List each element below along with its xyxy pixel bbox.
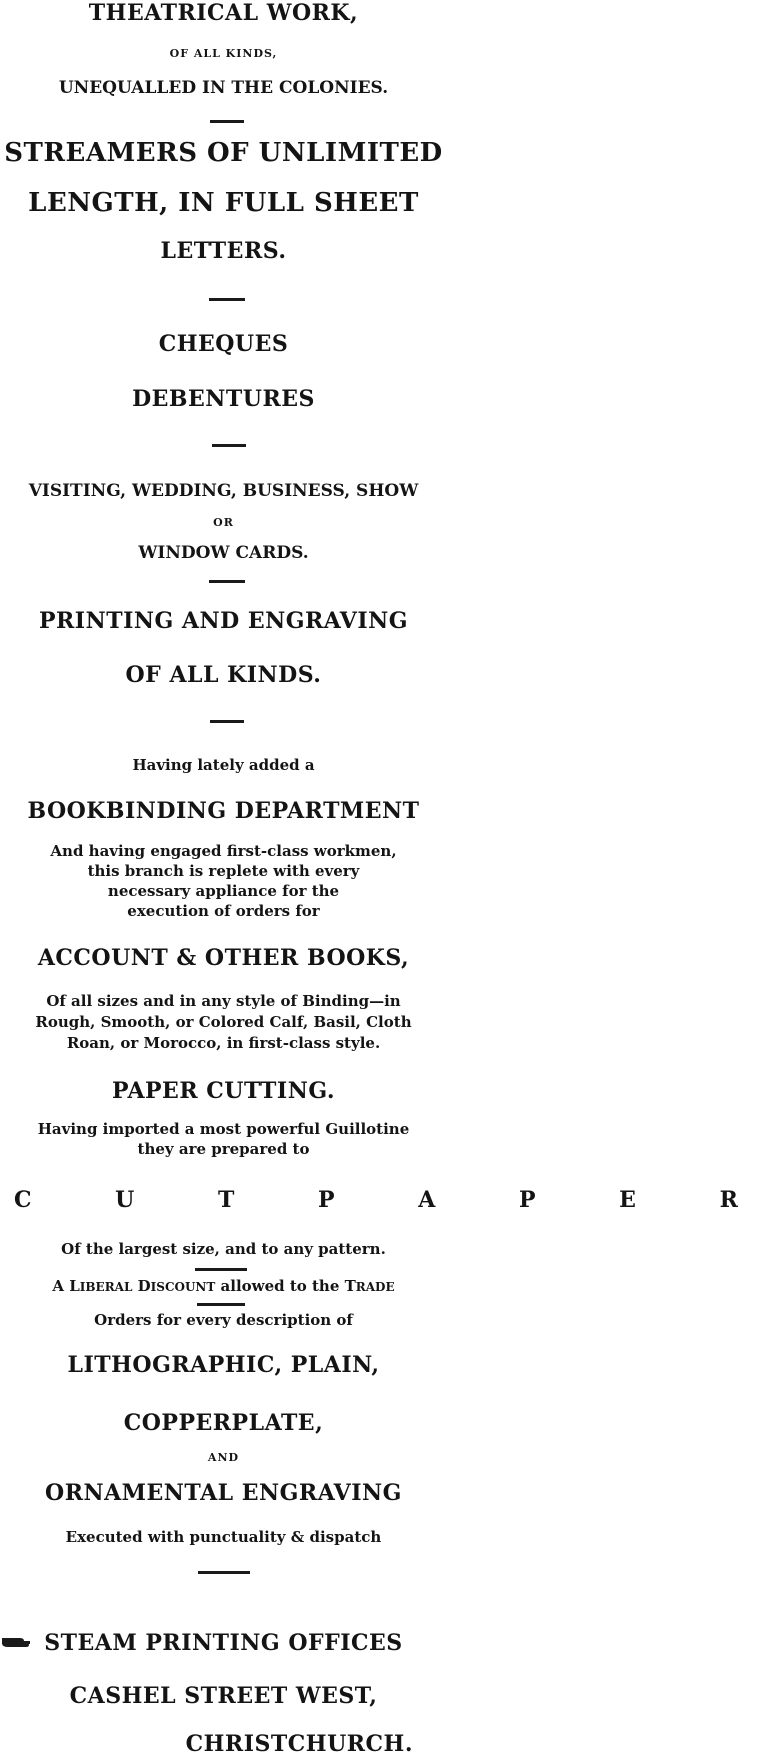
discount-discount-rest: ISCOUNT xyxy=(150,1280,216,1294)
discount-liberal-rest: IBERAL xyxy=(79,1280,133,1294)
streamers-heading-line3: LETTERS. xyxy=(160,238,287,264)
streamers-heading-line2: LENGTH, IN FULL SHEET xyxy=(28,188,419,218)
paper-para-line2: they are prepared to xyxy=(137,1140,310,1158)
section-divider xyxy=(212,444,246,447)
copperplate-heading: COPPERPLATE, xyxy=(123,1410,324,1436)
printing-heading-line2: OF ALL KINDS. xyxy=(125,662,322,688)
cut-paper-heading: C U T P A P E R xyxy=(14,1187,766,1213)
punctuality-line: Executed with punctuality & dispatch xyxy=(65,1528,382,1546)
debentures-heading: DEBENTURES xyxy=(132,386,315,412)
cards-line3: WINDOW CARDS. xyxy=(138,543,309,563)
cashel-street-heading: CASHEL STREET WEST, xyxy=(69,1683,378,1709)
bookbinding-heading: BOOKBINDING DEPARTMENT xyxy=(27,798,420,824)
and-line: AND xyxy=(207,1451,240,1464)
bookbinding-para-line3: necessary appliance for the xyxy=(107,882,340,900)
paper-cutting-heading: PAPER CUTTING. xyxy=(112,1078,335,1104)
discount-mid: allowed to the xyxy=(215,1277,345,1295)
account-books-heading: ACCOUNT & OTHER BOOKS, xyxy=(37,945,410,971)
liberal-discount-line xyxy=(0,1279,447,1294)
streamers-heading-line1: STREAMERS OF UNLIMITED xyxy=(4,138,443,168)
discount-trade-cap: T xyxy=(344,1277,356,1295)
cards-line1: VISITING, WEDDING, BUSINESS, SHOW xyxy=(28,481,419,501)
steam-printing-offices-heading: STEAM PRINTING OFFICES xyxy=(44,1630,403,1656)
bookbinding-para-line4: execution of orders for xyxy=(127,902,320,920)
paper-pattern-line: Of the largest size, and to any pattern. xyxy=(61,1240,386,1258)
discount-liberal-cap: L xyxy=(69,1277,80,1295)
engraving-intro: Orders for every description of xyxy=(94,1311,353,1329)
discount-discount-cap: D xyxy=(137,1277,151,1295)
binding-desc-line2: Rough, Smooth, or Colored Calf, Basil, Cloth xyxy=(35,1013,412,1031)
ornamental-heading: ORNAMENTAL ENGRAVING xyxy=(45,1480,402,1506)
cheques-heading: CHEQUES xyxy=(158,331,289,357)
discount-trade-rest: RADE xyxy=(355,1280,395,1294)
theatrical-heading: THEATRICAL WORK, xyxy=(88,0,359,26)
bookbinding-para-line1: And having engaged first-class workmen, xyxy=(50,842,397,860)
lithographic-heading: LITHOGRAPHIC, PLAIN, xyxy=(67,1352,380,1378)
section-divider xyxy=(198,1571,250,1574)
section-divider xyxy=(195,1268,247,1271)
section-divider xyxy=(209,580,245,583)
christchurch-heading: CHRISTCHURCH. xyxy=(185,1731,413,1757)
section-divider xyxy=(209,298,245,301)
binding-desc-line3: Roan, or Morocco, in first-class style. xyxy=(66,1034,381,1052)
cards-or: OR xyxy=(213,516,234,529)
section-divider xyxy=(210,120,244,123)
theatrical-tagline: UNEQUALLED IN THE COLONIES. xyxy=(58,78,389,98)
paper-para-line1: Having imported a most powerful Guillotine xyxy=(37,1120,410,1138)
theatrical-subline: OF ALL KINDS, xyxy=(169,47,278,60)
binding-desc-line1: Of all sizes and in any style of Binding—in xyxy=(46,992,401,1010)
bookbinding-para-line2: this branch is replete with every xyxy=(87,862,360,880)
discount-a: A xyxy=(52,1277,70,1295)
printing-heading-line1: PRINTING AND ENGRAVING xyxy=(38,608,409,634)
section-divider xyxy=(210,720,244,723)
bookbinding-intro: Having lately added a xyxy=(132,756,315,774)
section-divider xyxy=(197,1303,245,1306)
